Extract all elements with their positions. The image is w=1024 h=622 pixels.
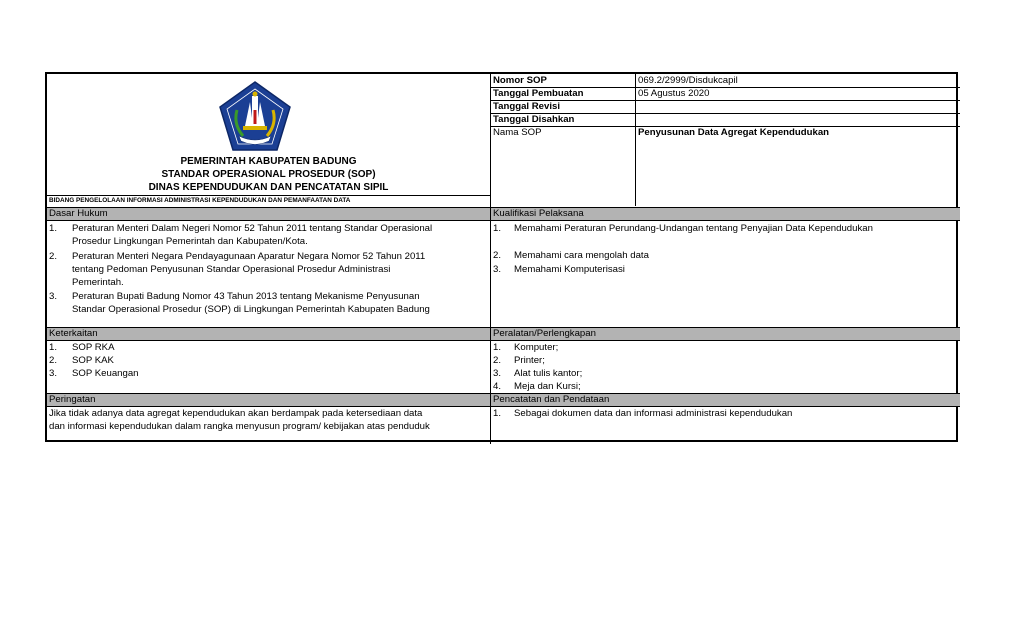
kualifikasi-item-2: Memahami cara mengolah data	[514, 250, 649, 261]
keterkaitan-item-2: SOP KAK	[72, 355, 114, 366]
org-line-3: DINAS KEPENDUDUKAN DAN PENCATATAN SIPIL	[148, 182, 389, 193]
dasar-hukum-num-2: 2.	[49, 251, 58, 262]
nama-sop-value: Penyusunan Data Agregat Kependudukan	[638, 127, 830, 138]
org-line-1: PEMERINTAH KABUPATEN BADUNG	[180, 156, 357, 167]
kualifikasi-title: Kualifikasi Pelaksana	[493, 208, 584, 219]
sop-document	[45, 72, 958, 442]
dasar-hukum-item-1-line-2: Prosedur Lingkungan Pemerintah dan Kabupaten/Kota.	[72, 236, 308, 247]
tanggal-revisi-label: Tanggal Revisi	[493, 101, 560, 112]
peringatan-line-1: Jika tidak adanya data agregat kependudukan akan berdampak pada ketersediaan data	[49, 408, 423, 419]
dasar-hukum-item-1-line-1: Peraturan Menteri Dalam Negeri Nomor 52 Tahun 2011 tentang Standar Operasional	[72, 223, 433, 234]
kualifikasi-num-1: 1.	[493, 223, 502, 234]
dasar-hukum-item-2-line-2: tentang Pedoman Penyusunan Standar Operasional Prosedur Administrasi	[72, 264, 391, 275]
dasar-hukum-item-3-line-1: Peraturan Bupati Badung Nomor 43 Tahun 2013 tentang Mekanisme Penyusunan	[72, 291, 420, 302]
keterkaitan-item-1: SOP RKA	[72, 342, 115, 353]
peralatan-num-1: 1.	[493, 342, 502, 353]
tanggal-pembuatan-value: 05 Agustus 2020	[638, 88, 710, 99]
kualifikasi-item-3: Memahami Komputerisasi	[514, 264, 625, 275]
dasar-hukum-num-1: 1.	[49, 223, 58, 234]
tanggal-pembuatan-label: Tanggal Pembuatan	[493, 88, 584, 99]
dasar-hukum-item-3-line-2: Standar Operasional Prosedur (SOP) di Lingkungan Pemerintah Kabupaten Badung	[72, 304, 430, 315]
nomor-sop-label: Nomor SOP	[493, 75, 547, 86]
kualifikasi-num-2: 2.	[493, 250, 502, 261]
kualifikasi-item-1: Memahami Peraturan Perundang-Undangan tentang Penyajian Data Kependudukan	[514, 223, 873, 234]
dasar-hukum-title: Dasar Hukum	[49, 208, 108, 219]
peralatan-title: Peralatan/Perlengkapan	[493, 328, 596, 339]
peralatan-item-1: Komputer;	[514, 342, 559, 353]
peringatan-title: Peringatan	[49, 394, 96, 405]
badung-regency-crest-icon	[217, 80, 293, 156]
dasar-hukum-item-2-line-3: Pemerintah.	[72, 277, 124, 288]
peralatan-item-2: Printer;	[514, 355, 545, 366]
peralatan-num-2: 2.	[493, 355, 502, 366]
keterkaitan-item-3: SOP Keuangan	[72, 368, 139, 379]
keterkaitan-num-1: 1.	[49, 342, 58, 353]
pencatatan-item-1: Sebagai dokumen data dan informasi administrasi kependudukan	[514, 408, 793, 419]
pencatatan-title: Pencatatan dan Pendataan	[493, 394, 610, 405]
peralatan-num-4: 4.	[493, 381, 502, 392]
peralatan-num-3: 3.	[493, 368, 502, 379]
keterkaitan-title: Keterkaitan	[49, 328, 98, 339]
pencatatan-num-1: 1.	[493, 408, 502, 419]
kualifikasi-num-3: 3.	[493, 264, 502, 275]
keterkaitan-num-3: 3.	[49, 368, 58, 379]
nama-sop-label: Nama SOP	[493, 127, 542, 138]
dasar-hukum-item-2-line-1: Peraturan Menteri Negara Pendayagunaan Aparatur Negara Nomor 52 Tahun 2011	[72, 251, 426, 262]
bidang-label: BIDANG PENGELOLAAN INFORMASI ADMINISTRASI KEPENDUDUKAN DAN PEMANFAATAN DATA	[49, 197, 351, 204]
peringatan-line-2: dan informasi kependudukan dalam rangka menyusun program/ kebijakan atas penduduk	[49, 421, 430, 432]
keterkaitan-num-2: 2.	[49, 355, 58, 366]
dasar-hukum-num-3: 3.	[49, 291, 58, 302]
org-line-2: STANDAR OPERASIONAL PROSEDUR (SOP)	[161, 169, 376, 180]
tanggal-disahkan-label: Tanggal Disahkan	[493, 114, 575, 125]
nomor-sop-value: 069.2/2999/Disdukcapil	[638, 75, 738, 86]
peralatan-item-3: Alat tulis kantor;	[514, 368, 583, 379]
peralatan-item-4: Meja dan Kursi;	[514, 381, 581, 392]
logo	[217, 80, 293, 156]
